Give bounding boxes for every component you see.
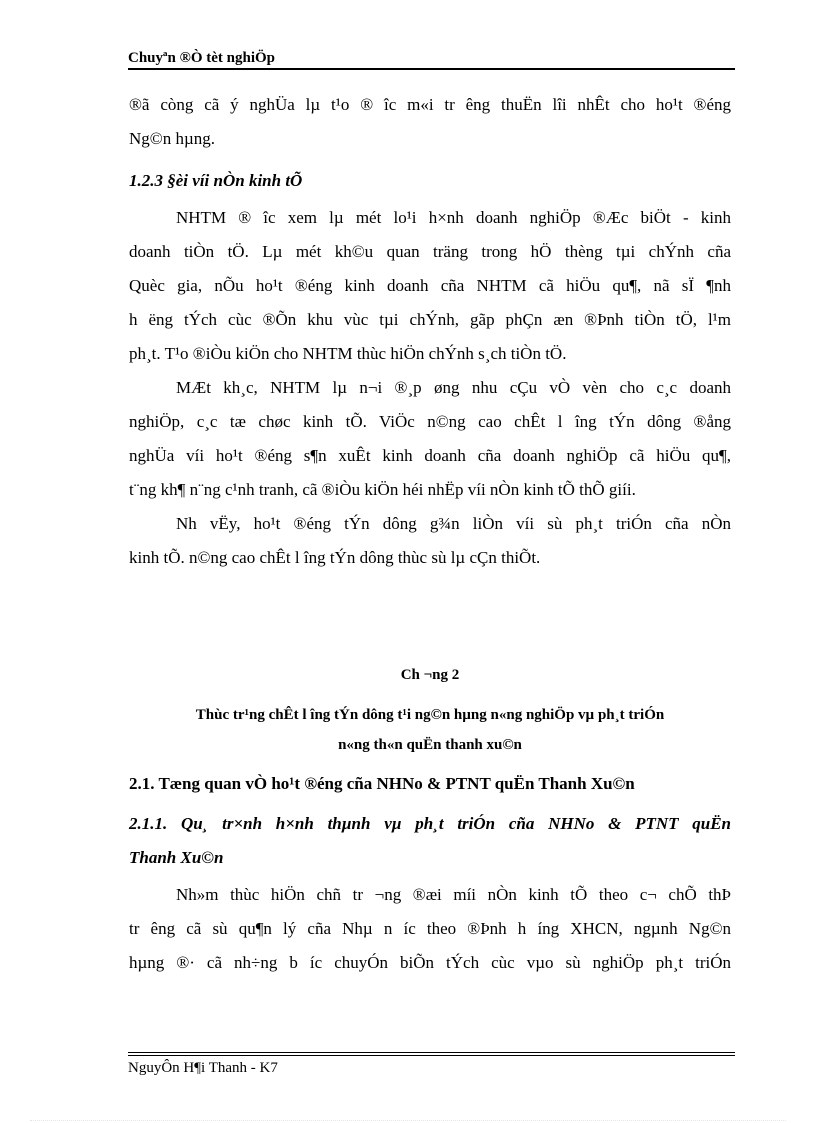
section-heading-2-1-1-line-2: Thanh Xu©n <box>129 848 224 867</box>
footer-rule-top <box>128 1052 735 1053</box>
text-line: doanh tiÒn tÖ. Lµ mét kh©u quan träng trong hÖ thèng tµi chÝnh cña <box>129 242 731 261</box>
intro-line: Ng©n hµng. <box>129 129 215 148</box>
chapter-label: Ch ¬ng 2 <box>400 667 460 683</box>
page-edge-divider <box>30 1120 786 1121</box>
text-line: Nh vËy, ho¹t ®éng tÝn dông g¾n liÒn víi sù ph¸t triÓn cña nÒn <box>176 514 731 533</box>
section-1-2-3-paragraph-2 <box>129 371 731 507</box>
text-line: nghiÖp, c¸c tæ chøc kinh tÕ. ViÖc n©ng cao chÊt l îng tÝn dông ®ång <box>129 412 731 431</box>
text-line: tr êng cã sù qu¶n lý cña Nhµ n íc theo ®Þnh h íng XHCN, ngµnh Ng©n <box>129 919 731 938</box>
header-rule <box>128 68 735 70</box>
section-2-1-1-paragraph <box>129 878 731 980</box>
footer-rule-bottom <box>128 1055 735 1056</box>
section-1-2-3-paragraph-1 <box>129 201 731 371</box>
text-line: Quèc gia, nÕu ho¹t ®éng kinh doanh cña NHTM cã hiÖu qu¶, nã sÏ ¶nh <box>129 276 731 295</box>
section-heading-2-1-1-line-1: 2.1.1. Qu¸ tr×nh h×nh thµnh vµ ph¸t triÓn cña NHNo & PTNT quËn <box>129 814 731 833</box>
text-line: MÆt kh¸c, NHTM lµ n¬i ®¸p øng nhu cÇu vÒ vèn cho c¸c doanh <box>176 378 731 397</box>
text-line: h ëng tÝch cùc ®Õn khu vùc tµi chÝnh, gãp phÇn æn ®Þnh tiÒn tÖ, l¹m <box>129 310 731 329</box>
section-heading-2-1: 2.1. Tæng quan vÒ ho¹t ®éng cña NHNo & PTNT quËn Thanh Xu©n <box>129 774 635 793</box>
text-line: hµng ®· cã nh÷ng b íc chuyÓn biÕn tÝch cùc vµo sù nghiÖp ph¸t triÓn <box>129 953 731 972</box>
text-line: t¨ng kh¶ n¨ng c¹nh tranh, cã ®iÒu kiÖn héi nhËp víi nÒn kinh tÕ thÕ giíi. <box>129 480 636 499</box>
running-header: Chuyªn ®Ò tèt nghiÖp <box>128 50 275 66</box>
running-footer: NguyÔn H¶i Thanh - K7 <box>128 1060 278 1076</box>
intro-paragraph <box>129 88 731 156</box>
text-line: kinh tÕ. n©ng cao chÊt l îng tÝn dông thùc sù lµ cÇn thiÕt. <box>129 548 541 567</box>
text-line: nghÜa víi ho¹t ®éng s¶n xuÊt kinh doanh cña doanh nghiÖp cã hiÖu qu¶, <box>129 446 731 465</box>
section-1-2-3-paragraph-3 <box>129 507 731 575</box>
chapter-title-line-2: n«ng th«n quËn thanh xu©n <box>338 737 522 753</box>
text-line: Nh»m thùc hiÖn chñ tr ¬ng ®æi míi nÒn kinh tÕ theo c¬ chÕ thÞ <box>176 885 731 904</box>
text-line: NHTM ® îc xem lµ mét lo¹i h×nh doanh nghiÖp ®Æc biÖt - kinh <box>176 208 731 227</box>
intro-line: ®ã còng cã ý nghÜa lµ t¹o ® îc m«i tr êng thuËn lîi nhÊt cho ho¹t ®éng <box>129 95 731 114</box>
section-heading-1-2-3: 1.2.3 §èi víi nÒn kinh tÕ <box>129 171 303 190</box>
text-line: ph¸t. T¹o ®iÒu kiÖn cho NHTM thùc hiÖn chÝnh s¸ch tiÒn tÖ. <box>129 344 567 363</box>
chapter-title-line-1: Thùc tr¹ng chÊt l îng tÝn dông t¹i ng©n hµng n«ng nghiÖp vµ ph¸t triÓn <box>195 707 665 723</box>
